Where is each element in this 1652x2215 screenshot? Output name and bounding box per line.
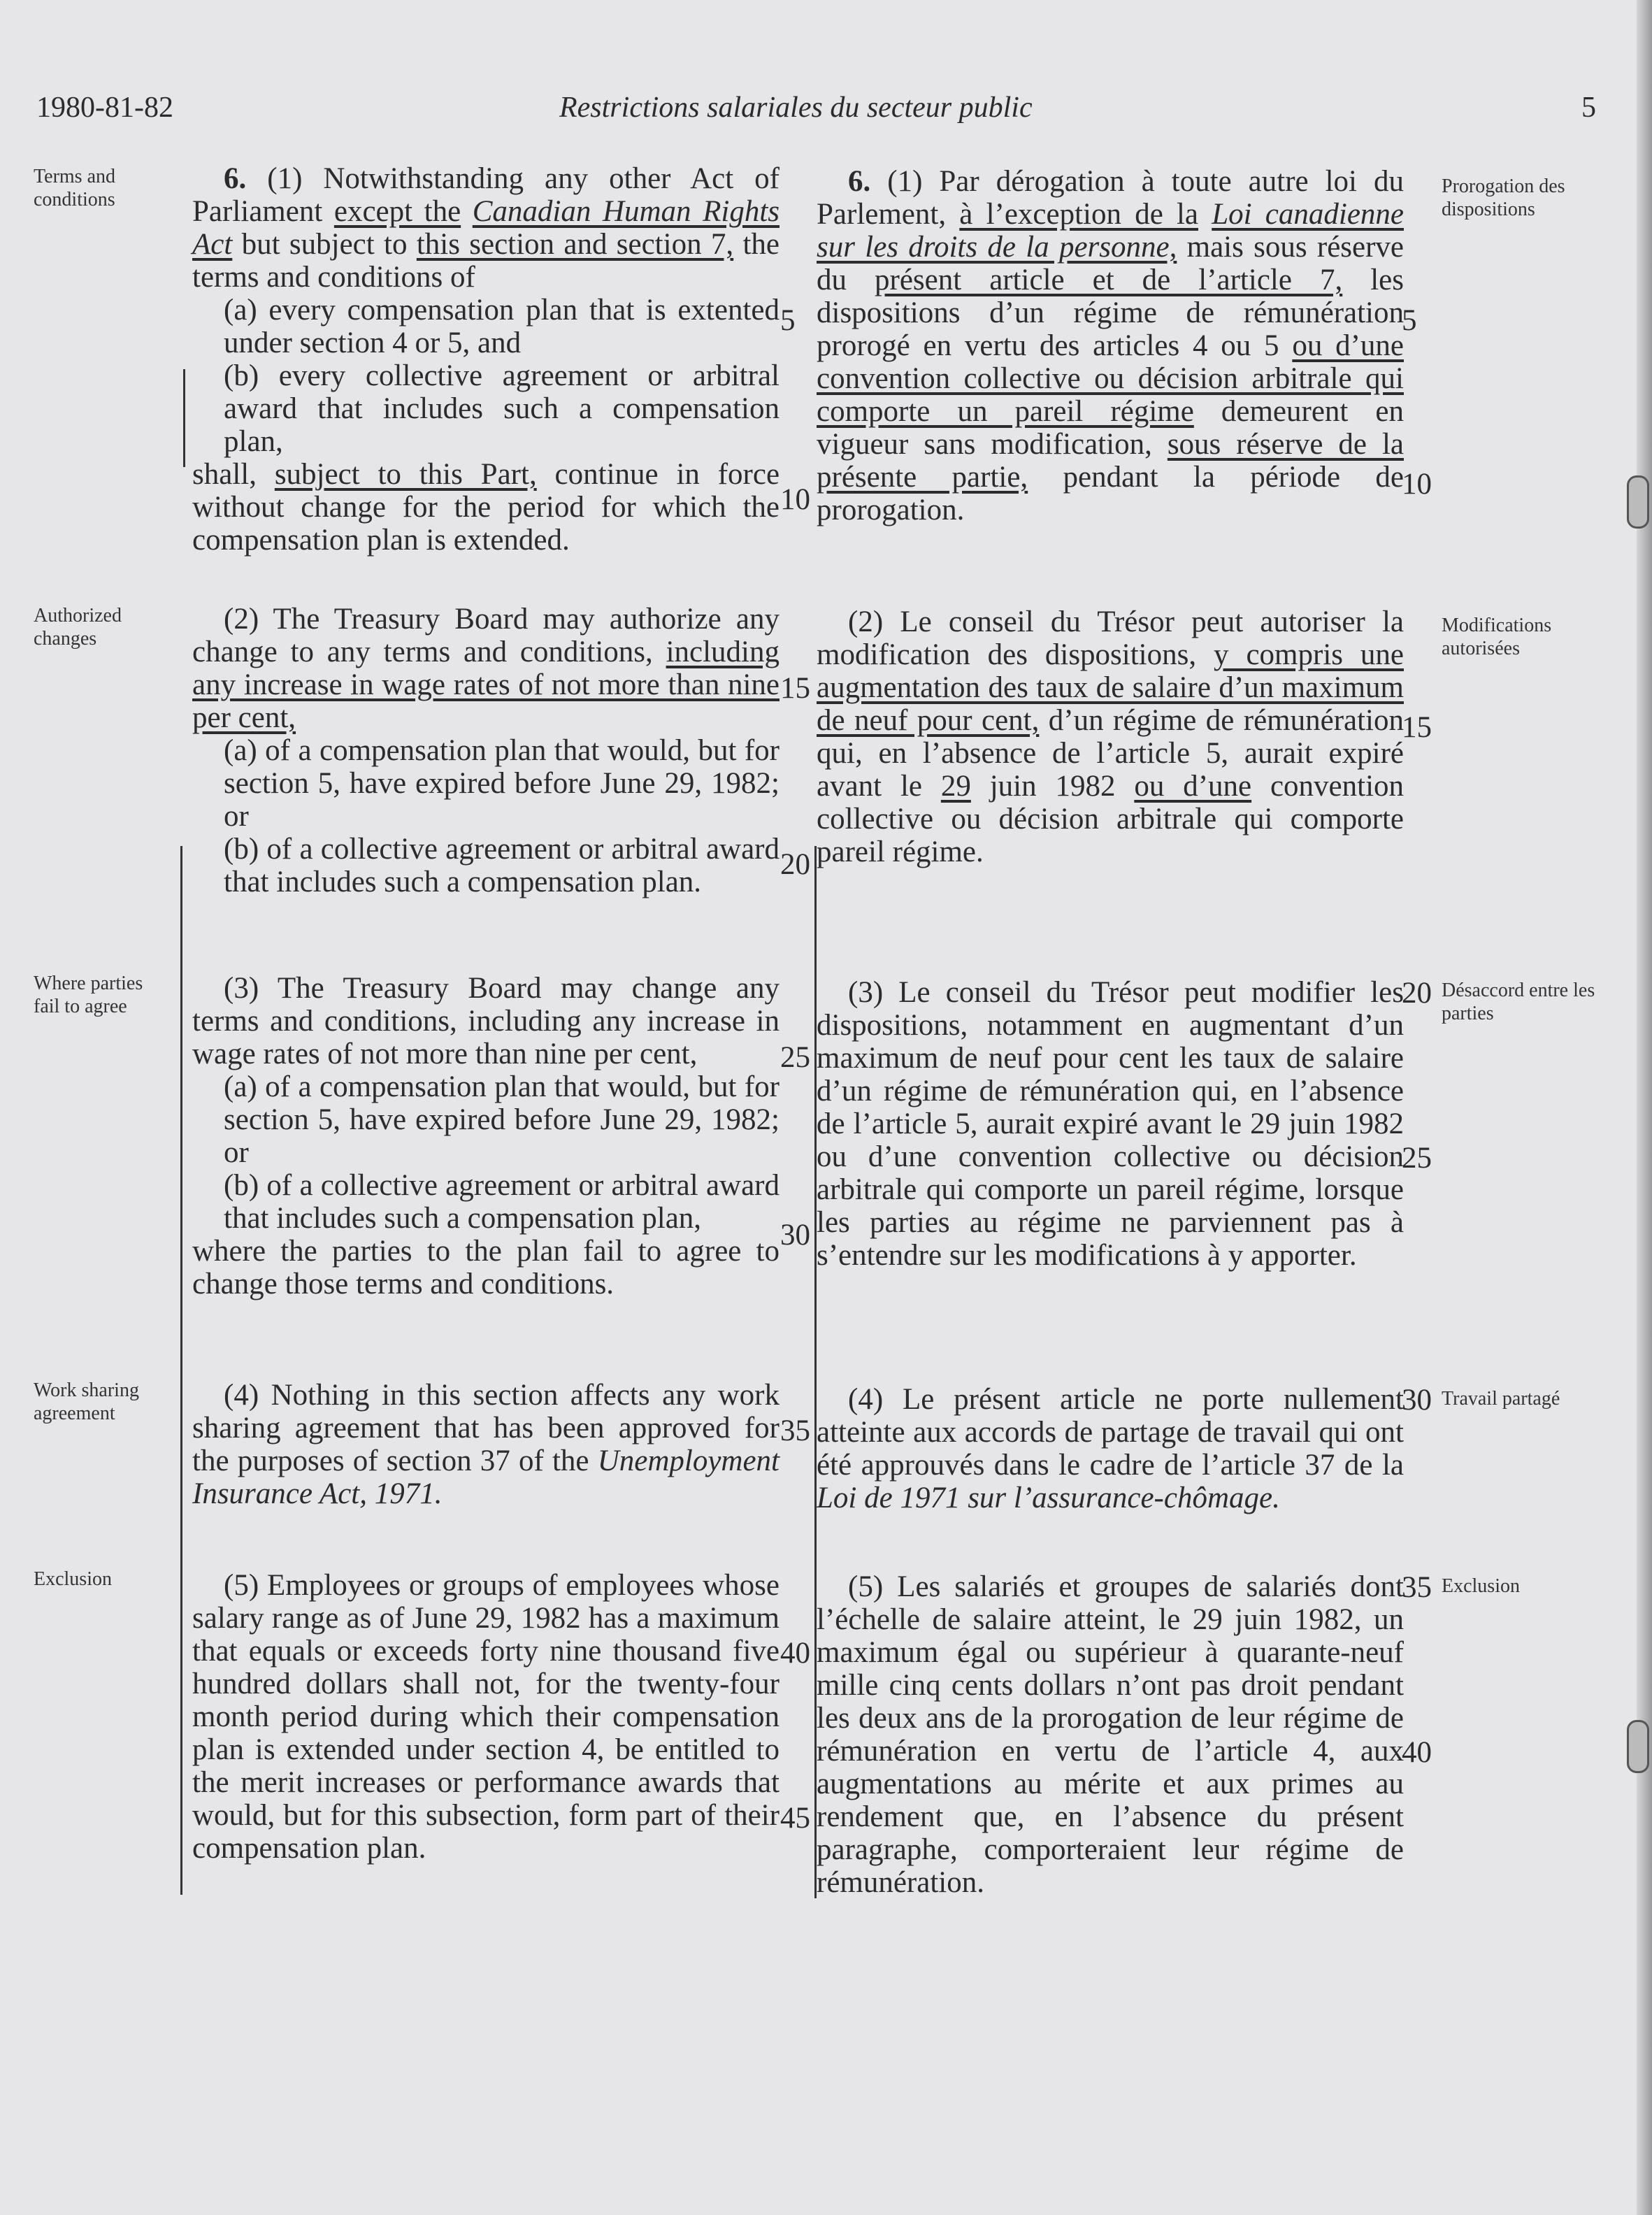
french-section-6-5: (5) Les salariés et groupes de salariés dont l’échelle de salaire atteint, le 29 juin 1982, un maximum égal ou supérieur à quarante-neuf mille cinq cents dollars n’ont pas droit pendant les deux ans de la prorogation de leur régime de rémunération en vertu de l’article 4, aux augmentations au mérite et aux primes au rendement que, en l’absence du présent paragraphe, comporteraient leur régime de rémunération. — [817, 1570, 1404, 1899]
header-title: Restrictions salariales du secteur public — [559, 92, 1033, 124]
line-number: 10 — [1402, 468, 1432, 501]
english-section-6-5: (5) Employees or groups of employees whose salary range as of June 29, 1982 has a maximum that equals or exceeds forty nine thousand five hundred dollars shall not, for the twenty-four month period during which their compensation plan is extended under section 4, be entitled to the merit increases or performance awards that would, but for this subsection, form part of their compensation plan. — [192, 1569, 780, 1865]
margin-note-exclusion: Exclusion — [34, 1568, 112, 1590]
margin-note-desaccord: Désaccord entre les parties — [1442, 980, 1595, 1024]
french-section-6-3: (3) Le conseil du Trésor peut modifier les dispositions, notamment en augmentant d’un maximum de neuf pour cent les taux de salaire d’un régime de rémunération qui, en l’absence de l’article 5, aurait expiré avant le 29 juin 1982 ou d’une convention collective ou décision arbitrale qui comporte un pareil régime, lorsque les parties au régime ne parviennent pas à s’entendre sur les modifications à y apporter. — [817, 976, 1404, 1272]
french-section-6-2: (2) Le conseil du Trésor peut autoriser la modification des dispositions, y compris une augmentation des taux de salaire d’un maximum de neuf pour cent, d’un régime de rémunération qui, en l’absence de l’article 5, aurait expiré avant le 29 juin 1982 ou d’une convention collective ou décision arbitrale qui comporte pareil régime. — [817, 605, 1405, 868]
english-section-6-3: (3) The Treasury Board may change any terms and conditions, including any increase in wage rates of not more than nine per cent, (a) of a compensation plan that would, but for section 5, have expired before June 29, 1982; or (b) of a collective agreement or arbitral award that includes such a compensation plan, where the parties to the plan fail to agree to change those terms and conditions. — [192, 972, 780, 1300]
line-number: 25 — [780, 1041, 810, 1074]
binder-ring-icon — [1627, 1720, 1649, 1773]
margin-note-travail: Travail partagé — [1442, 1388, 1560, 1410]
line-number: 20 — [780, 848, 810, 881]
line-number: 45 — [780, 1802, 810, 1835]
line-number: 10 — [780, 483, 810, 516]
line-number: 35 — [780, 1414, 810, 1447]
change-bar — [180, 846, 182, 1895]
margin-note-authorized: Authorized changes — [34, 605, 122, 650]
line-number: 40 — [780, 1637, 810, 1670]
french-section-6-1: 6. (1) Par dérogation à toute autre loi du Parlement, à l’exception de la Loi canadienne sur les droits de la personne, mais sous réserve du présent article et de l’article 7, les dispositions d’un régime de rémunération prorogé en vertu des articles 4 ou 5 ou d’une convention collective ou décision arbitrale qui comporte un pareil régime demeurent en vigueur sans modification, sous réserve de la présente partie, pendant la période de prorogation. — [817, 165, 1405, 526]
page-number: 5 — [1581, 92, 1596, 124]
margin-note-exclusion-fr: Exclusion — [1442, 1575, 1520, 1597]
line-number: 15 — [780, 672, 810, 705]
header-years: 1980-81-82 — [36, 92, 173, 124]
french-section-6-4: (4) Le présent article ne porte nullement atteinte aux accords de partage de travail qui ont été approuvés dans le cadre de l’article 37 de la Loi de 1971 sur l’assurance-chômage. — [817, 1383, 1404, 1514]
page-edge-shadow — [1637, 0, 1652, 2215]
english-section-6-1: 6. (1) Notwithstanding any other Act of Parliament except the Canadian Human Rights Act but subject to this section and section 7, the terms and conditions of (a) every compensation plan that is extented under section 4 or 5, and (b) every collective agreement or arbitral award that includes such a compensation plan, shall, subject to this Part, continue in force without change for the period for which the compensation plan is extended. — [192, 162, 780, 557]
change-bar — [183, 369, 185, 467]
line-number: 5 — [780, 304, 796, 337]
margin-note-modifications: Modifications autorisées — [1442, 615, 1552, 659]
line-number: 30 — [780, 1219, 810, 1252]
line-number: 20 — [1402, 977, 1432, 1010]
margin-note-prorogation: Prorogation des dispositions — [1442, 175, 1565, 220]
binder-ring-icon — [1627, 475, 1649, 529]
line-number: 5 — [1402, 304, 1417, 337]
line-number: 15 — [1402, 711, 1432, 744]
line-number: 40 — [1402, 1736, 1432, 1769]
line-number: 30 — [1402, 1384, 1432, 1417]
margin-note-work-sharing: Work sharing agreement — [34, 1379, 139, 1424]
line-number: 25 — [1402, 1142, 1432, 1175]
english-section-6-2: (2) The Treasury Board may authorize any change to any terms and conditions, including any increase in wage rates of not more than nine per cent, (a) of a compensation plan that would, but for section 5, have expired before June 29, 1982; or (b) of a collective agreement or arbitral award that includes such a compensation plan. — [192, 603, 780, 898]
margin-note-terms: Terms and conditions — [34, 166, 116, 210]
english-section-6-4: (4) Nothing in this section affects any work sharing agreement that has been approved for the purposes of section 37 of the Unemployment Insurance Act, 1971. — [192, 1379, 780, 1510]
margin-note-parties: Where parties fail to agree — [34, 973, 143, 1017]
line-number: 35 — [1402, 1571, 1432, 1604]
